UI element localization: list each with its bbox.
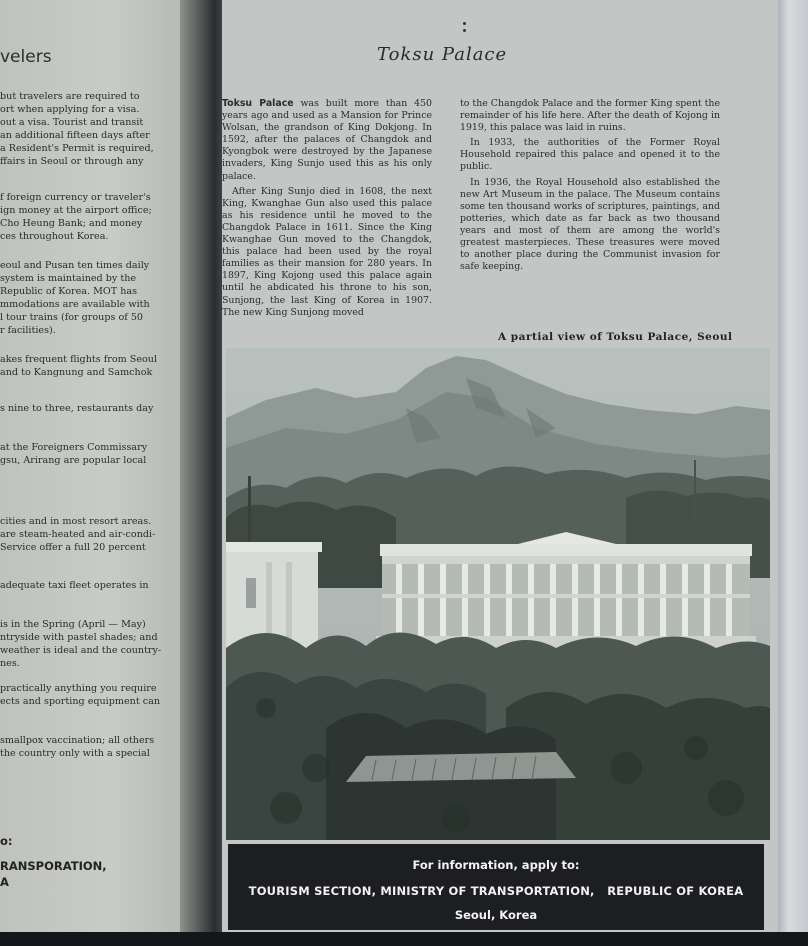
left-page-line: adequate taxi fleet operates in (0, 580, 149, 591)
left-page-line: but travelers are required to (0, 91, 140, 102)
info-organization: TOURISM SECTION, MINISTRY OF TRANSPORTATION, REPUBLIC OF KOREA (248, 884, 744, 898)
paragraph-text: was built more than 450 years ago and used as a Mansion for Prince Wolsan, the grandson of King Dokjong. In 1592, after the palaces of Changdok and Kyongbok were destroyed by the Japanese invaders, King Sunjo used this as his only palace. (222, 98, 432, 182)
left-page-line: cities and in most resort areas. (0, 516, 152, 527)
information-box (228, 844, 764, 930)
text-column-right (460, 98, 720, 276)
text-column-left (222, 98, 432, 322)
left-page-line: system is maintained by the (0, 273, 137, 284)
left-page-line: Republic of Korea. MOT has (0, 286, 138, 297)
ornament-dots (463, 22, 467, 36)
left-page-line: smallpox vaccination; all others (0, 735, 155, 746)
left-page-line: gsu, Arirang are popular local (0, 455, 147, 466)
paragraph: In 1936, the Royal Household also established the new Art Museum in the palace. The Museum contains some ten thousand works of scriptures, paintings, and potteries, which date as far back as two thousand years and most of them are among the world's greatest masterpieces. These treasures were moved to another place during the Communist invasion for safe keeping. (460, 176, 720, 273)
left-page-line: weather is ideal and the country- (0, 645, 162, 656)
bottom-shadow (0, 932, 808, 946)
paragraph: In 1933, the authorities of the Former Royal Household repaired this palace and opened it to the public. (460, 137, 720, 173)
left-page-line: s nine to three, restaurants day (0, 403, 154, 414)
left-page-line: Service offer a full 20 percent (0, 542, 146, 553)
photo-caption: A partial view of Toksu Palace, Seoul (498, 331, 733, 343)
left-page-line: ects and sporting equipment can (0, 696, 161, 707)
left-page-line: ign money at the airport office; (0, 205, 152, 216)
left-page-line: akes frequent flights from Seoul (0, 354, 158, 365)
page-title: Toksu Palace (377, 44, 508, 65)
left-page-line: ort when applying for a visa. (0, 104, 140, 115)
palace-photo (226, 348, 770, 840)
left-page (0, 0, 184, 946)
paragraph (222, 98, 432, 183)
left-page-line: mmodations are available with (0, 299, 150, 310)
left-page-line: out a visa. Tourist and transit (0, 117, 144, 128)
left-page-line: at the Foreigners Commissary (0, 442, 148, 453)
left-page-line: the country only with a special (0, 748, 150, 759)
left-page-footer (0, 833, 107, 890)
left-footer-line: A (0, 875, 9, 889)
left-page-line: ffairs in Seoul or through any (0, 156, 144, 167)
paragraph: to the Changdok Palace and the former King spent the remainder of his life here. After the death of Kojong in 1919, this palace was laid in ruins. (460, 98, 720, 134)
left-page-line: f foreign currency or traveler's (0, 192, 151, 203)
left-page-line: is in the Spring (April — May) (0, 619, 146, 630)
info-heading: For information, apply to: (412, 858, 580, 872)
left-footer-line: o: (0, 834, 13, 848)
left-page-line: an additional fifteen days after (0, 130, 150, 141)
left-page-line: eoul and Pusan ten times daily (0, 260, 150, 271)
left-page-line: and to Kangnung and Samchok (0, 367, 153, 378)
left-page-line: ces throughout Korea. (0, 231, 109, 242)
left-page-title: velers (0, 47, 52, 67)
left-page-line: ntryside with pastel shades; and (0, 632, 158, 643)
right-page (222, 0, 778, 940)
paragraph: After King Sunjo died in 1608, the next King, Kwanghae Gun also used this palace as his residence until he moved to the Changdok Palace in 1611. Since the King Kwanghae Gun moved to the Changdok, this palace had been used by the royal families as their mansion for 280 years. In 1897, King Kojong used this palace again until he abdicated his throne to his son, Sunjong, the last King of Korea in 1907. The new King Sunjong moved (222, 185, 432, 318)
left-page-line: Cho Heung Bank; and money (0, 218, 143, 229)
left-page-line: are steam-heated and air-condi- (0, 529, 156, 540)
left-page-line: practically anything you require (0, 683, 157, 694)
left-page-line: a Resident's Permit is required, (0, 143, 154, 154)
left-page-line: l tour trains (for groups of 50 (0, 312, 144, 323)
page-edge (776, 0, 808, 946)
lead-text: Toksu Palace (222, 98, 294, 109)
book-gutter (180, 0, 226, 946)
left-footer-line: RANSPORATION, (0, 859, 107, 873)
info-location: Seoul, Korea (454, 908, 538, 922)
left-page-line: nes. (0, 658, 20, 669)
left-page-line: r facilities). (0, 325, 56, 336)
